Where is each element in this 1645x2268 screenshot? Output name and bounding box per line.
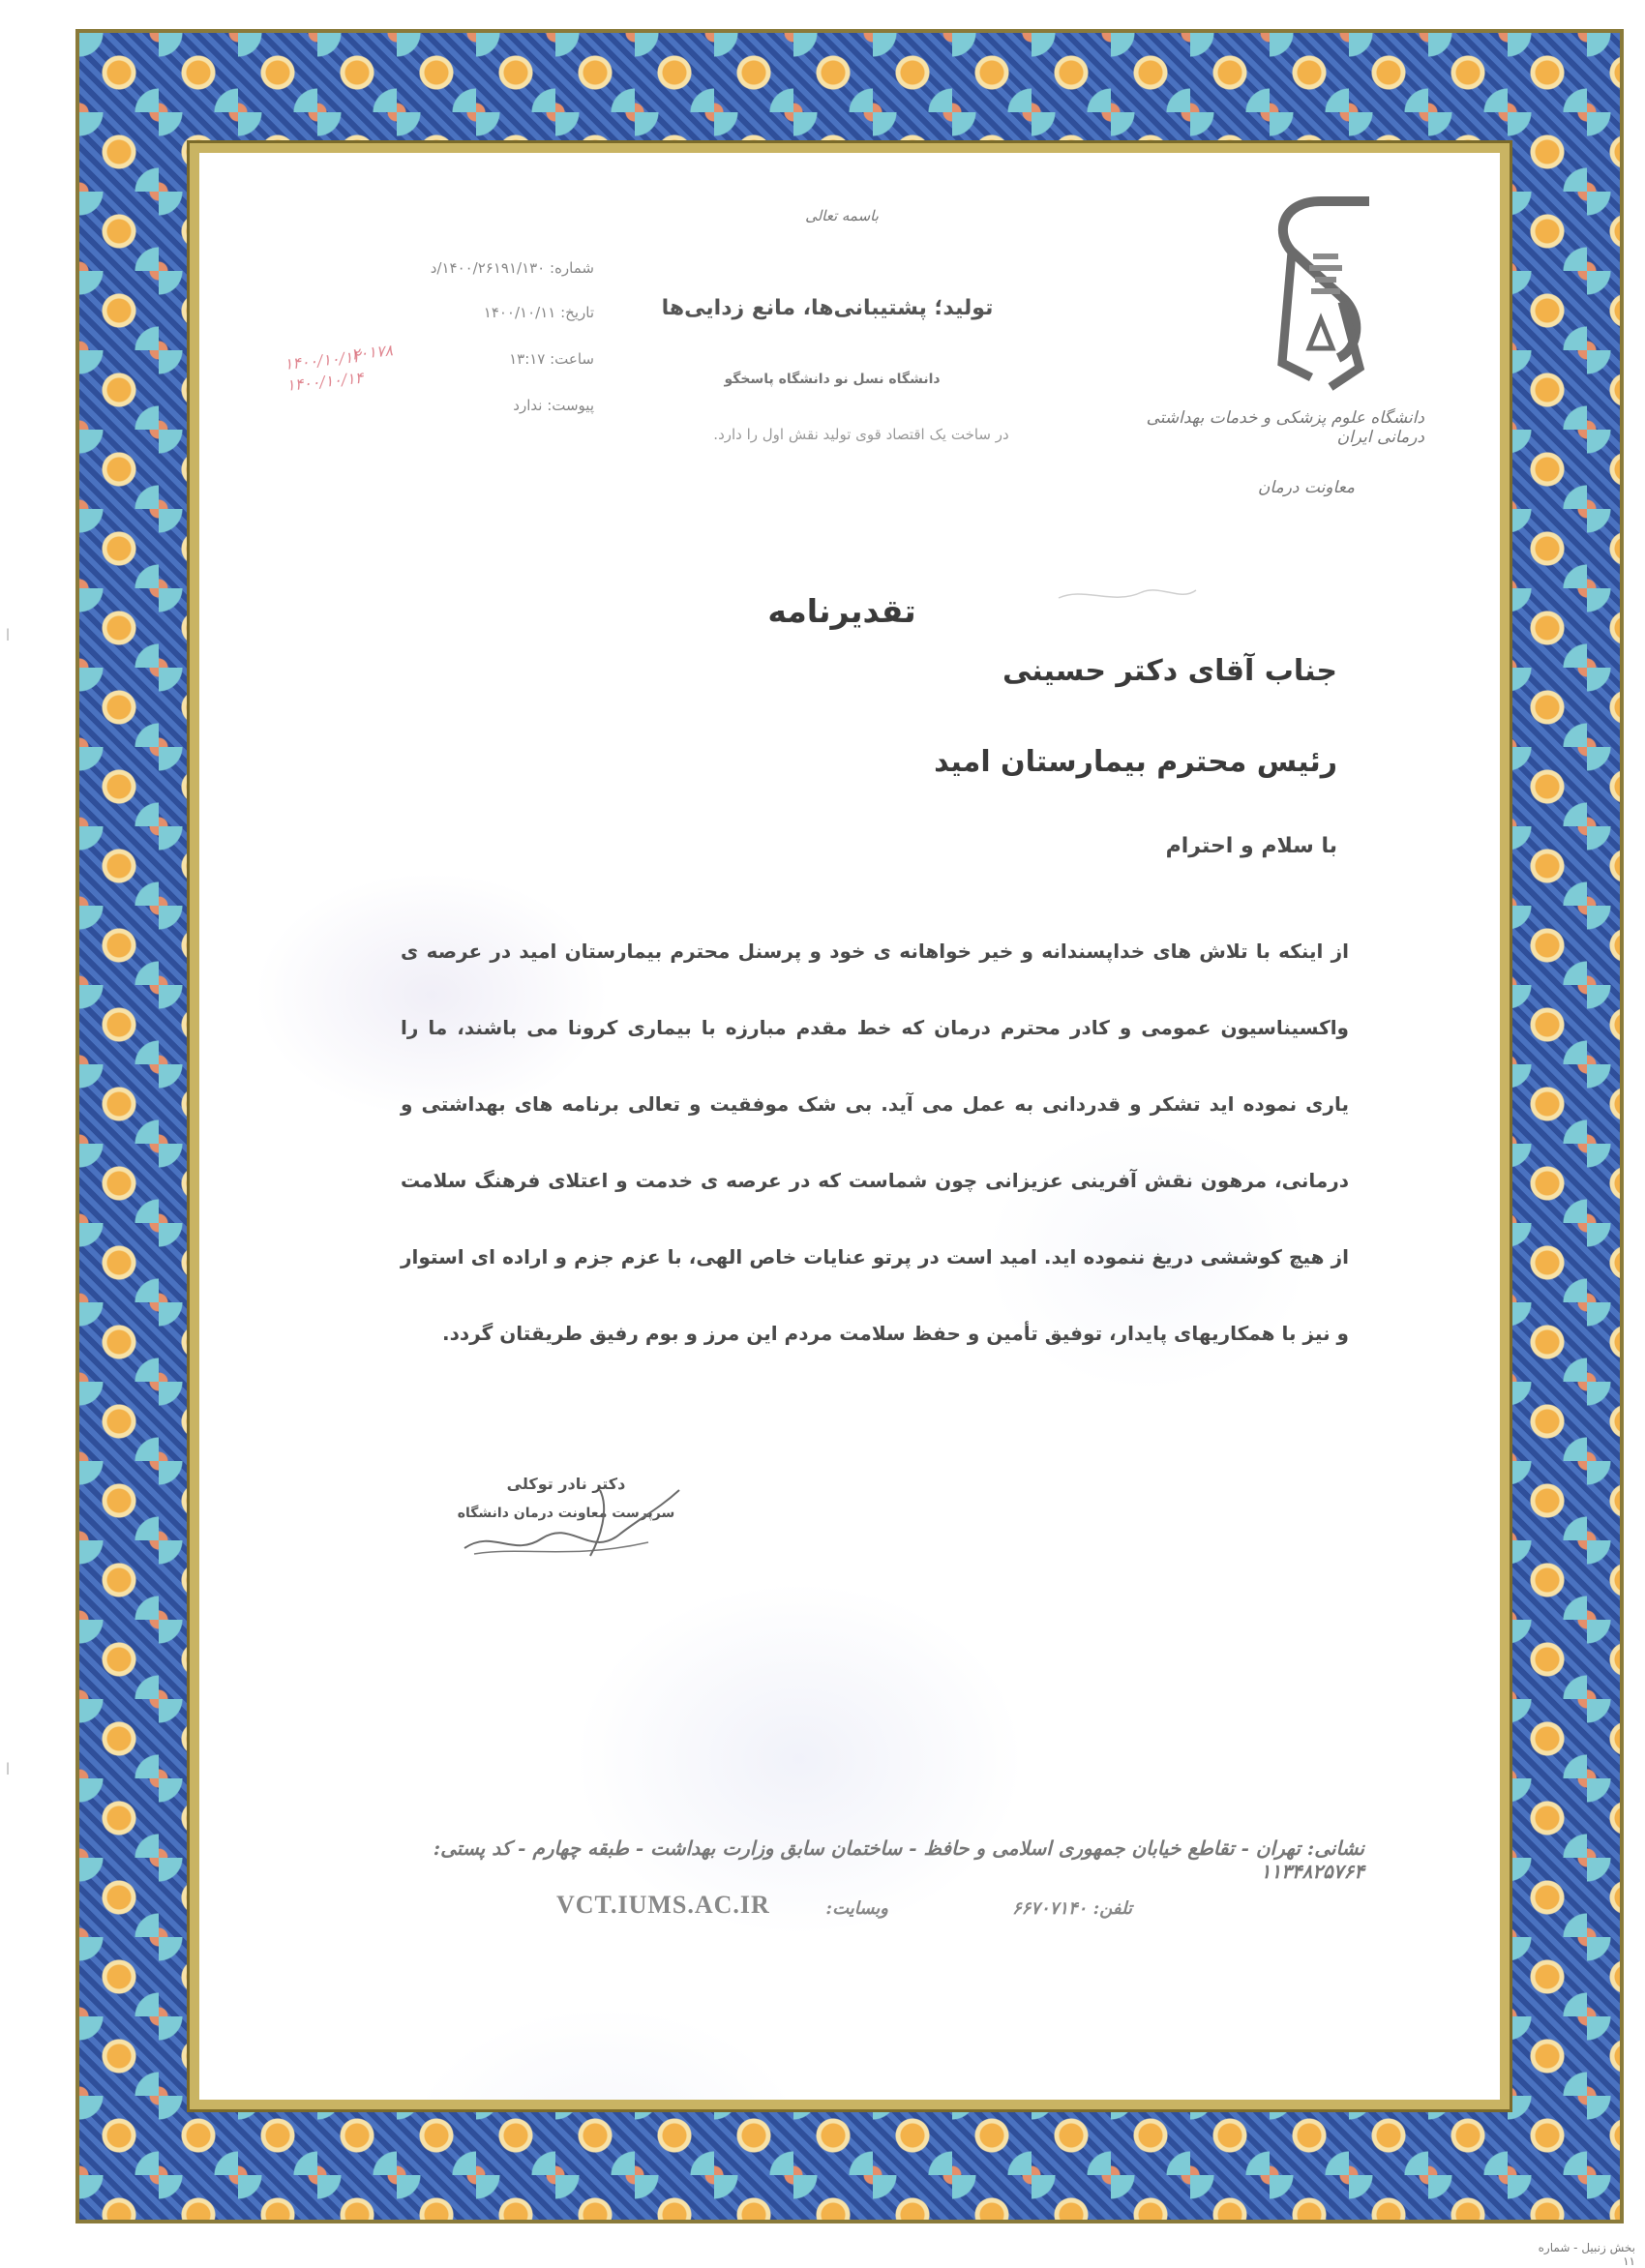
addressee-name: جناب آقای دکتر حسینی bbox=[1002, 654, 1337, 688]
letter-date: تاریخ: ۱۴۰۰/۱۰/۱۱ bbox=[483, 304, 594, 321]
footer-website: VCT.IUMS.AC.IR bbox=[556, 1891, 770, 1919]
slogan-line: در ساخت یک اقتصاد قوی تولید نقش اول را دارد. bbox=[713, 426, 1009, 443]
department-name: معاونت درمان bbox=[1257, 478, 1355, 497]
slogan-subtitle: دانشگاه نسل نو دانشگاه پاسخگو bbox=[724, 372, 941, 387]
handwritten-signature-icon bbox=[455, 1471, 687, 1567]
pen-scribble-icon bbox=[1055, 581, 1200, 610]
letter-number: شماره: ۱۴۰۰/۲۶۱۹۱/۱۳۰/د bbox=[430, 259, 594, 277]
year-slogan: تولید؛ پشتیبانی‌ها، مانع زدایی‌ها bbox=[661, 296, 994, 320]
university-name: دانشگاه علوم پزشکی و خدمات بهداشتی درمانی ایران bbox=[1146, 408, 1424, 447]
university-emblem-icon bbox=[1253, 194, 1384, 397]
letter-time: ساعت: ۱۳:۱۷ bbox=[509, 350, 594, 368]
signer-name: دکتر نادر توکلی bbox=[506, 1475, 626, 1493]
letter-title: تقدیرنامه bbox=[767, 592, 916, 630]
footer-phone: تلفن: ۶۶۷۰۷۱۴۰ bbox=[1011, 1898, 1132, 1919]
page-footnote: بخش زنبیل - شماره ۱۱ bbox=[1538, 2241, 1635, 2268]
stamp-line: ۲۰۱۷۸ bbox=[350, 341, 394, 364]
letter-body: از اینکه با تلاش های خداپسندانه و خیر خواهانه ی خود و پرسنل محترم بیمارستان امید در عرصه ی واکسیناسیون عمومی و کادر محترم درمان که خط مقدم مبارزه با بیماری کرونا می باشند، ما را یاری نموده اید تشکر و قدردانی به عمل می آید. بی شک موفقیت و تعالی برنامه های بهداشتی و درمانی، مرهون نقش آفرینی عزیزانی چون شماست که در عرصه ی خدمت و اعتلای فرهنگ سلامت از هیچ کوششی دریغ ننموده اید. امید است در پرتو عنایات خاص الهی، با عزم جزم و اراده ای استوار و نیز با همکاریهای پایدار، توفیق تأمین و حفظ سلامت مردم این مرز و بوم رفیق طریقتان گردد. bbox=[401, 940, 1349, 1345]
greeting: با سلام و احترام bbox=[1165, 834, 1337, 858]
stamp-line: ۱۴۰۰/۱۰/۱۴ bbox=[285, 368, 365, 395]
stamp-line: ۱۴۰۰/۱۰/۱۲ bbox=[283, 346, 362, 373]
edge-mark: | bbox=[6, 627, 11, 641]
addressee-role: رئیس محترم بیمارستان امید bbox=[934, 745, 1337, 779]
edge-mark: | bbox=[6, 1761, 11, 1775]
letter-attachment: پیوست: ندارد bbox=[513, 397, 594, 414]
bismillah: باسمه تعالی bbox=[805, 207, 879, 224]
signer-title: سرپرست معاونت درمان دانشگاه bbox=[457, 1506, 675, 1521]
footer-address: نشانی: تهران - تقاطع خیابان جمهوری اسلامی و حافظ - ساختمان سابق وزارت بهداشت - طبقه چهارم - کد پستی: ۱۱۳۴۸۲۵۷۶۴ bbox=[433, 1836, 1364, 1883]
footer-website-label: وبسایت: bbox=[825, 1898, 888, 1919]
